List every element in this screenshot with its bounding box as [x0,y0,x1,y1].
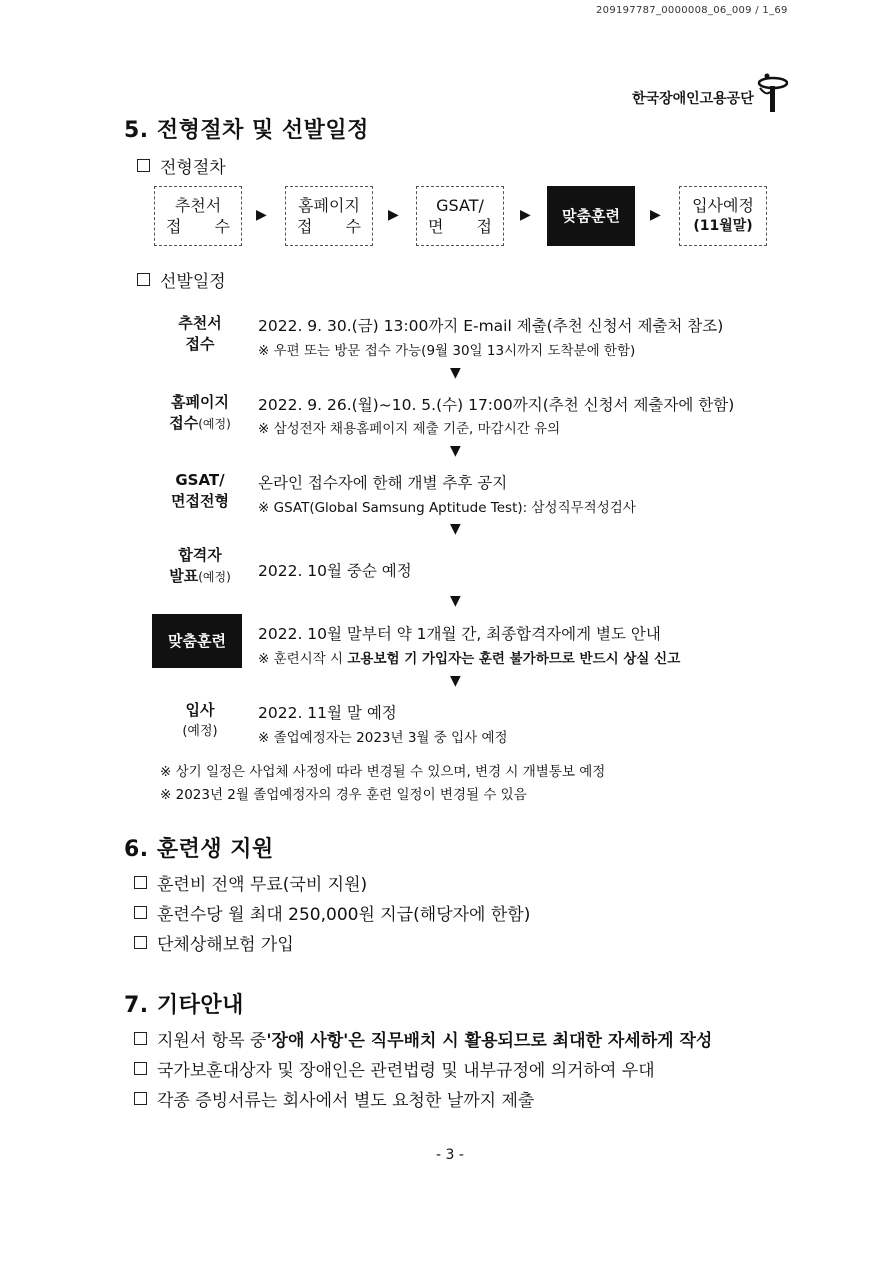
organization-name: 한국장애인고용공단 [632,91,754,107]
checkbox-square-icon [137,159,150,172]
document-id: 209197787_0000008_06_009 / 1_69 [596,5,788,16]
schedule-label-homepage: 홈페이지 접수(예정) [169,393,231,432]
checkbox-square-icon [134,936,147,949]
checkbox-square-icon [134,876,147,889]
section5-title: 5. 전형절차 및 선발일정 [124,118,369,143]
flow-step-homepage: 홈페이지 접 수 [285,186,373,246]
flow-step-training: 맞춤훈련 [547,186,635,246]
schedule-label-gsat: GSAT/ 면접전형 [171,471,229,510]
schedule-label-announcement: 합격자 발표(예정) [169,546,231,585]
schedule-text: 2022. 9. 26.(월)~10. 5.(수) 17:00까지(추천 신청서 제출자에 한함) [258,396,735,414]
schedule-subtitle: 선발일정 [137,267,226,292]
flow-arrow-icon: ▶ [256,207,267,223]
flow-step-hire: 입사예정 (11월말) [679,186,767,246]
schedule-note: ※ 우편 또는 방문 접수 가능(9월 30일 13시까지 도착분에 한함) [258,343,636,359]
schedule-text: 2022. 9. 30.(금) 13:00까지 E-mail 제출(추천 신청서 제출처 참조) [258,317,724,335]
support-item: 훈련비 전액 무료(국비 지원) [134,870,367,895]
other-item: 지원서 항목 중 '장애 사항'은 직무배치 시 활용되므로 최대한 자세하게 작성 [134,1026,712,1051]
down-arrow-icon: ▼ [450,521,461,537]
checkbox-square-icon [137,273,150,286]
checkbox-square-icon [134,906,147,919]
flow-arrow-icon: ▶ [388,207,399,223]
checkbox-square-icon [134,1032,147,1045]
other-item: 국가보훈대상자 및 장애인은 관련법령 및 내부규정에 의거하여 우대 [134,1056,655,1081]
flow-step-recommendation: 추천서 접 수 [154,186,242,246]
schedule-label-recommendation: 추천서 접수 [178,314,222,353]
section7-title: 7. 기타안내 [124,993,244,1018]
procedure-subtitle: 전형절차 [137,153,226,178]
section6-title: 6. 훈련생 지원 [124,837,274,862]
down-arrow-icon: ▼ [450,365,461,381]
schedule-footnote: ※ 상기 일정은 사업체 사정에 따라 변경될 수 있으며, 변경 시 개별통보 예정 [160,764,606,780]
flow-step-gsat: GSAT/ 면 접 [416,186,504,246]
schedule-label-training: 맞춤훈련 [152,614,242,668]
procedure-flow [153,186,773,252]
support-item: 단체상해보험 가입 [134,930,294,955]
flow-arrow-icon: ▶ [650,207,661,223]
support-item: 훈련수당 월 최대 250,000원 지급(해당자에 한함) [134,900,530,925]
page-number: - 3 - [436,1147,464,1163]
schedule-text: 2022. 10월 중순 예정 [258,562,412,580]
schedule-note: ※ 훈련시작 시 고용보험 기 가입자는 훈련 불가하므로 반드시 상실 신고 [258,651,681,667]
schedule-text: 2022. 10월 말부터 약 1개월 간, 최종합격자에게 별도 안내 [258,625,661,643]
checkbox-square-icon [134,1062,147,1075]
schedule-text: 2022. 11월 말 예정 [258,704,397,722]
schedule-footnote: ※ 2023년 2월 졸업예정자의 경우 훈련 일정이 변경될 수 있음 [160,787,527,803]
down-arrow-icon: ▼ [450,673,461,689]
flow-arrow-icon: ▶ [520,207,531,223]
down-arrow-icon: ▼ [450,593,461,609]
other-item: 각종 증빙서류는 회사에서 별도 요청한 날까지 제출 [134,1086,534,1111]
schedule-note: ※ 졸업예정자는 2023년 3월 중 입사 예정 [258,730,508,746]
schedule-text: 온라인 접수자에 한해 개별 추후 공지 [258,474,508,492]
schedule-note: ※ GSAT(Global Samsung Aptitude Test): 삼성직무적성검사 [258,500,636,516]
schedule-label-hire: 입사 (예정) [182,701,218,739]
kead-logo-icon [756,70,790,114]
checkbox-square-icon [134,1092,147,1105]
schedule-note: ※ 삼성전자 채용홈페이지 제출 기준, 마감시간 유의 [258,421,561,437]
down-arrow-icon: ▼ [450,443,461,459]
